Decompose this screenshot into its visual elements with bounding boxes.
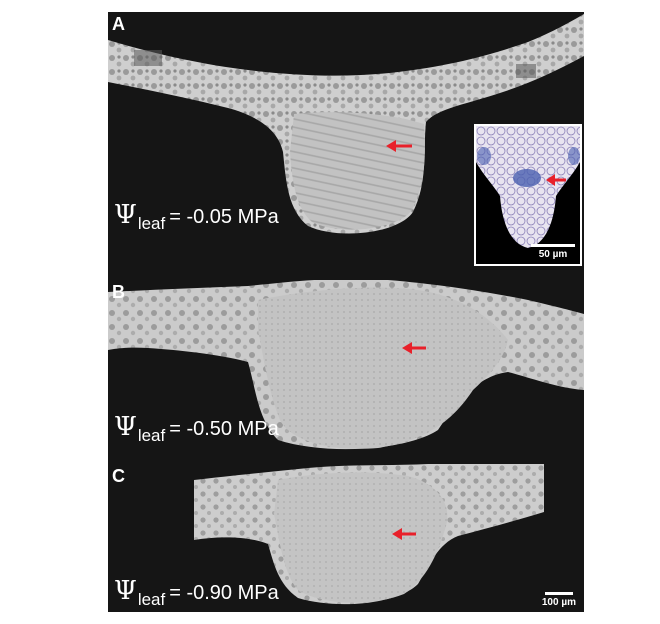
psi-subscript: leaf [137, 214, 166, 233]
inset-scale-label: 50 µm [538, 249, 568, 260]
micro-ct-figure [108, 12, 584, 612]
panel-a [108, 12, 584, 260]
scale-bar [542, 592, 576, 608]
psi-subscript: leaf [137, 590, 166, 609]
inset-scale-bar [531, 244, 575, 260]
inset-scale-line [531, 244, 575, 247]
panel-c-letter: C [112, 466, 126, 486]
water-potential-value: = -0.50 MPa [169, 418, 279, 440]
water-potential-value: = -0.90 MPa [169, 582, 279, 604]
panel-c [108, 464, 584, 612]
panel-b [108, 280, 584, 458]
scale-bar-label: 100 µm [541, 597, 576, 608]
psi-subscript: leaf [137, 426, 166, 445]
psi-symbol: Ψ [114, 576, 137, 606]
panel-b-letter: B [112, 282, 126, 302]
panel-c-water-potential [114, 576, 279, 610]
psi-symbol: Ψ [114, 412, 137, 442]
scale-bar-line [545, 592, 573, 595]
light-micrograph-inset [474, 124, 582, 266]
psi-symbol: Ψ [114, 200, 137, 230]
panel-a-water-potential [114, 200, 279, 234]
panel-b-water-potential [114, 412, 279, 446]
water-potential-value: = -0.05 MPa [169, 206, 279, 228]
panel-a-letter: A [112, 14, 126, 34]
